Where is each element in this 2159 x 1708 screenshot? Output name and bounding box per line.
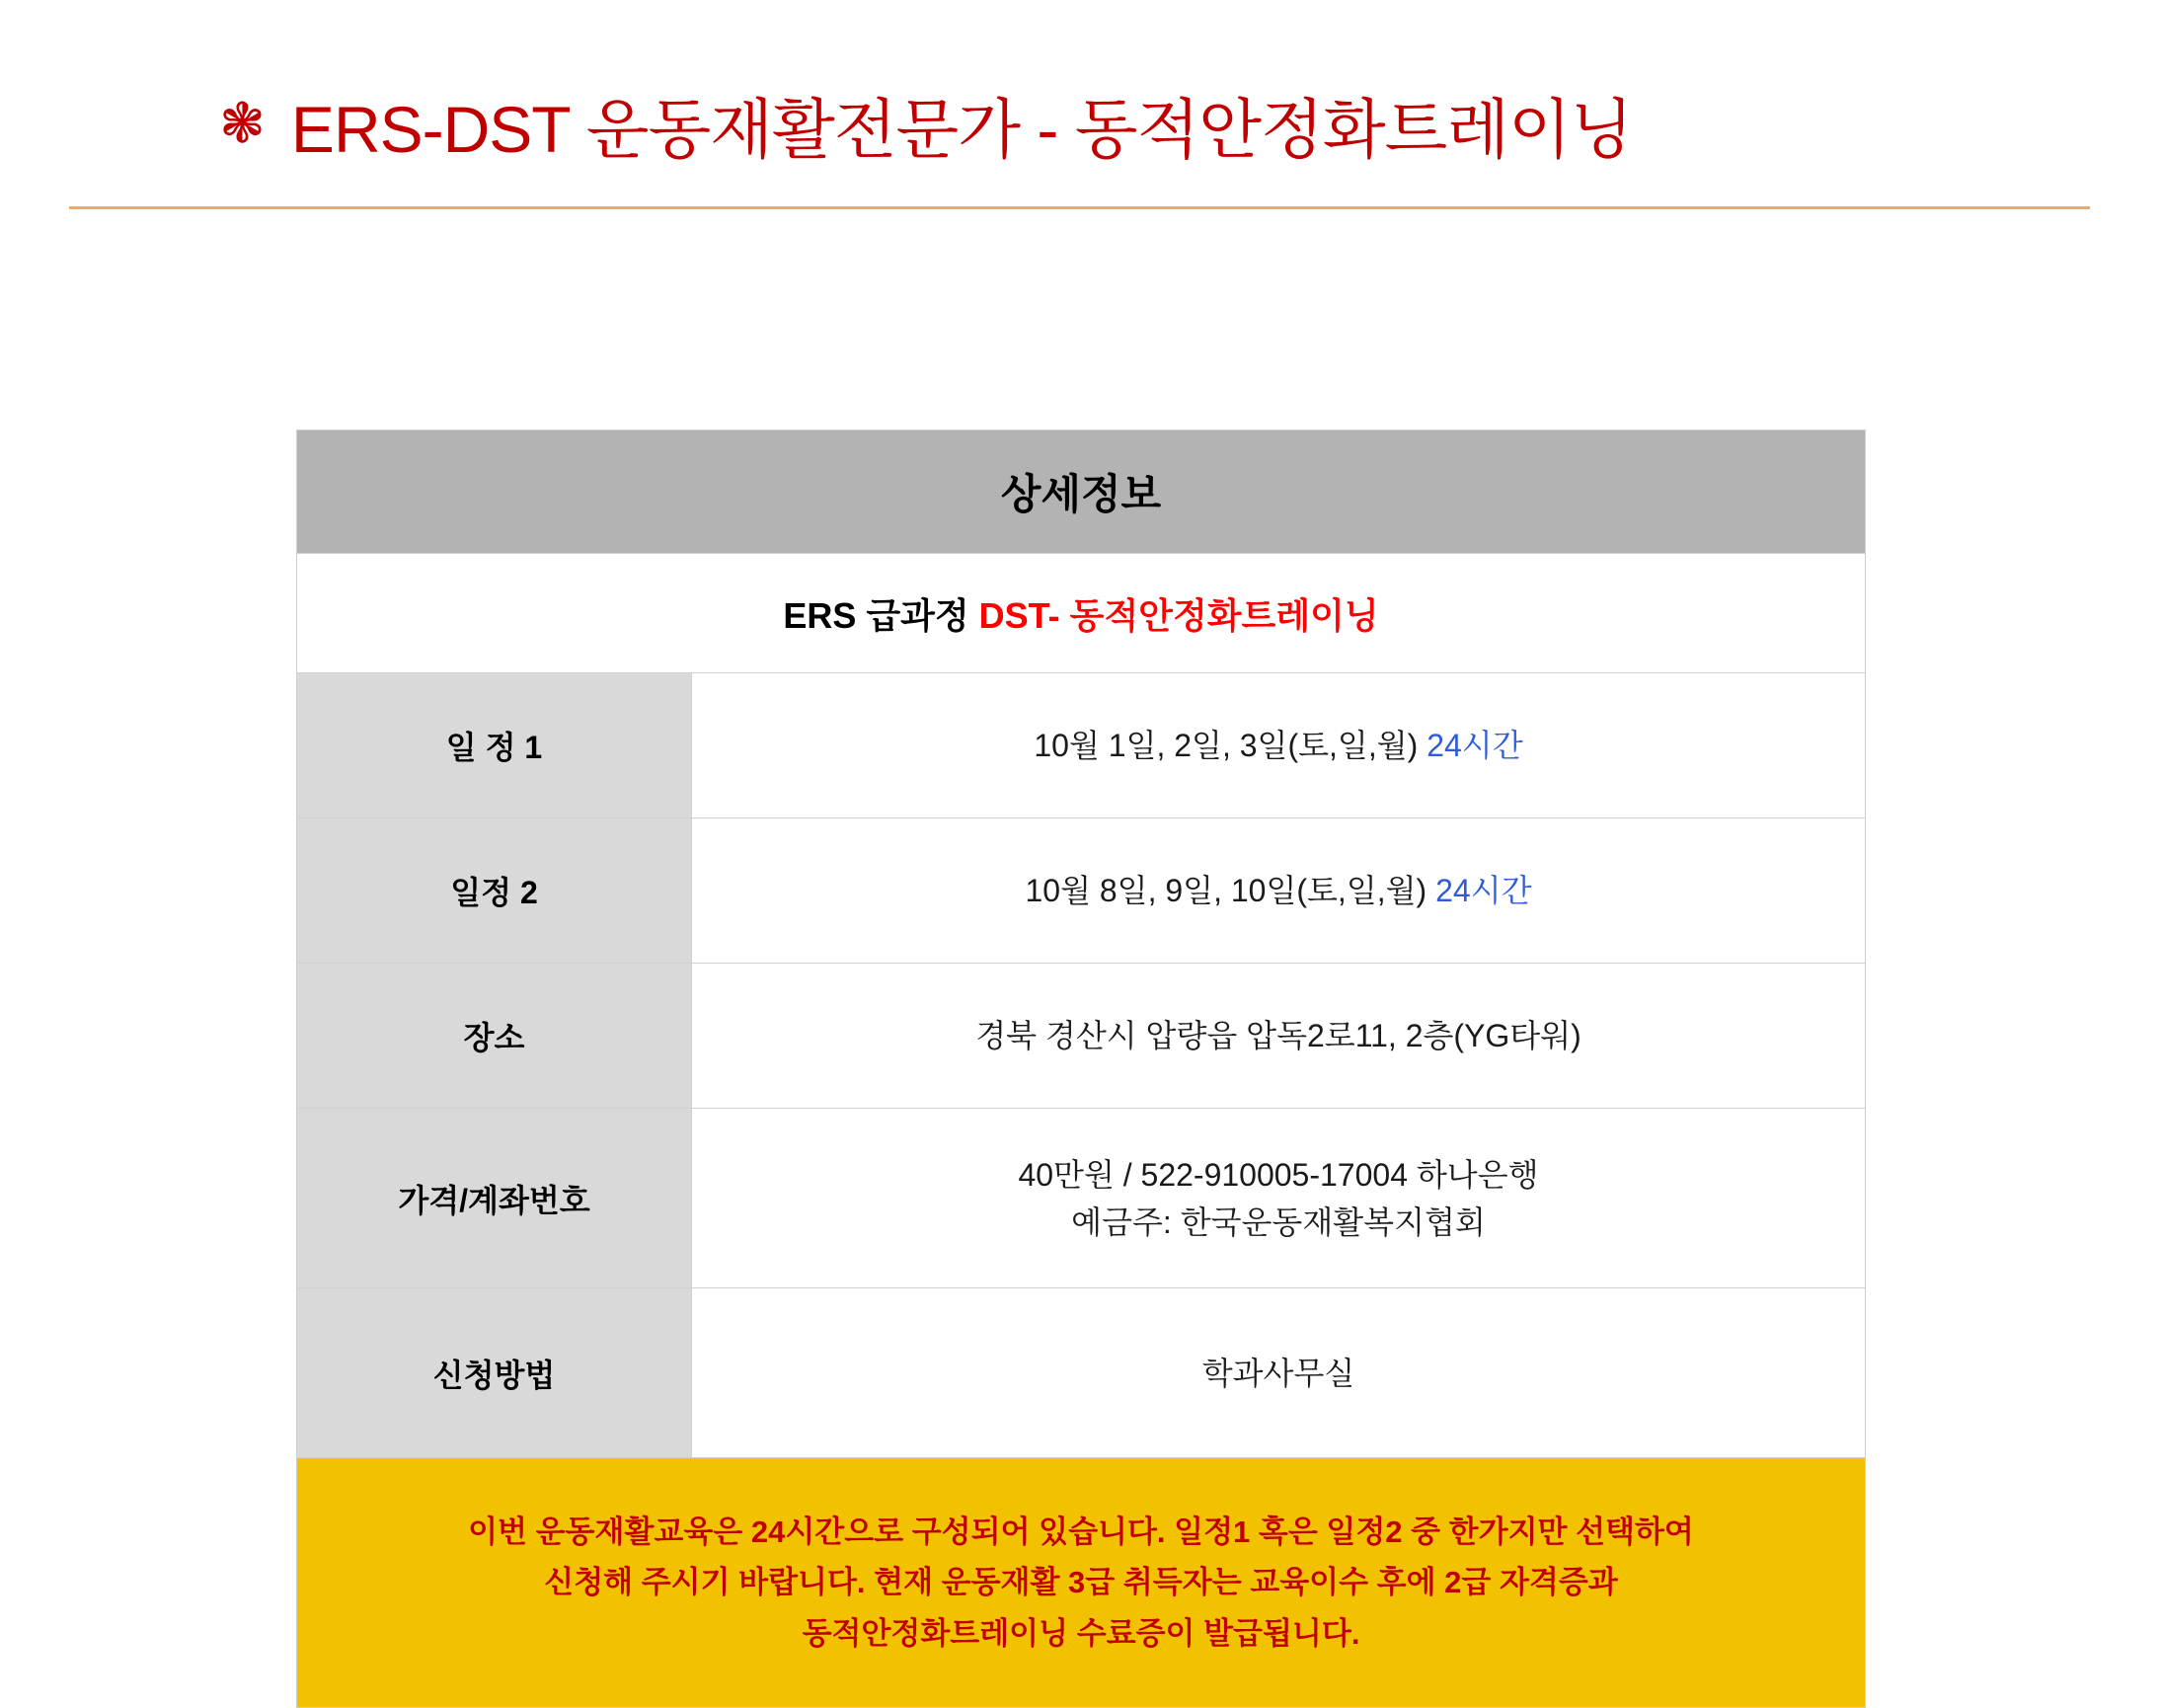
details-table-container (296, 429, 1866, 1708)
notice-row (297, 1458, 1866, 1708)
table-row (297, 1288, 1866, 1458)
row-label-price-account: 가격/계좌번호 (297, 1109, 692, 1288)
table-row (297, 1109, 1866, 1288)
row-value-schedule-1 (692, 673, 1866, 818)
table-header-row (297, 430, 1866, 554)
row-label-schedule-2: 일정 2 (297, 818, 692, 964)
table-row (297, 673, 1866, 818)
price-account-line-1: 40만원 / 522-910005-17004 하나은행 (1018, 1156, 1539, 1193)
schedule-2-date: 10월 8일, 9일, 10일(토,일,월) (1025, 873, 1436, 908)
row-value-schedule-2 (692, 818, 1866, 964)
schedule-1-hours: 24시간 (1426, 728, 1523, 763)
page-title (0, 0, 2159, 171)
flower-bullet-icon: ❃ (219, 91, 266, 156)
row-value-price-account (692, 1109, 1866, 1288)
table-subtitle-row (297, 554, 1866, 673)
notice-line-3: 동적안정화트레이닝 수료증이 발급됩니다. (802, 1615, 1360, 1651)
subtitle-accent: DST- 동적안정화트레이닝 (978, 594, 1379, 636)
price-account-line-2: 예금주: 한국운동재활복지협회 (1071, 1203, 1486, 1240)
table-subtitle-cell (297, 554, 1866, 673)
notice-cell (297, 1458, 1866, 1708)
notice-line-2: 신청해 주시기 바랍니다. 현재 운동재활 3급 취득자는 교육이수 후에 2급 자격증과 (544, 1565, 1618, 1600)
table-row (297, 818, 1866, 964)
row-label-schedule-1: 일 정 1 (297, 673, 692, 818)
row-label-application-method: 신청방법 (297, 1288, 692, 1458)
row-label-location: 장소 (297, 964, 692, 1109)
schedule-2-hours: 24시간 (1435, 873, 1532, 908)
subtitle-plain: ERS 급과정 (783, 594, 979, 636)
schedule-1-date: 10월 1일, 2일, 3일(토,일,월) (1034, 728, 1427, 763)
title-divider (69, 206, 2090, 209)
page-title-text: ERS-DST 운동재활전문가 - 동적안정화트레이닝 (290, 93, 1633, 166)
details-table (296, 429, 1866, 1708)
table-header-cell: 상세정보 (297, 430, 1866, 554)
row-value-location: 경북 경산시 압량읍 압독2로11, 2층(YG타워) (692, 964, 1866, 1109)
table-row (297, 964, 1866, 1109)
notice-line-1: 이번 운동재활교육은 24시간으로 구성되어 있습니다. 일정1 혹은 일정2 중 한가지만 선택하여 (468, 1514, 1694, 1550)
row-value-application-method: 학과사무실 (692, 1288, 1866, 1458)
